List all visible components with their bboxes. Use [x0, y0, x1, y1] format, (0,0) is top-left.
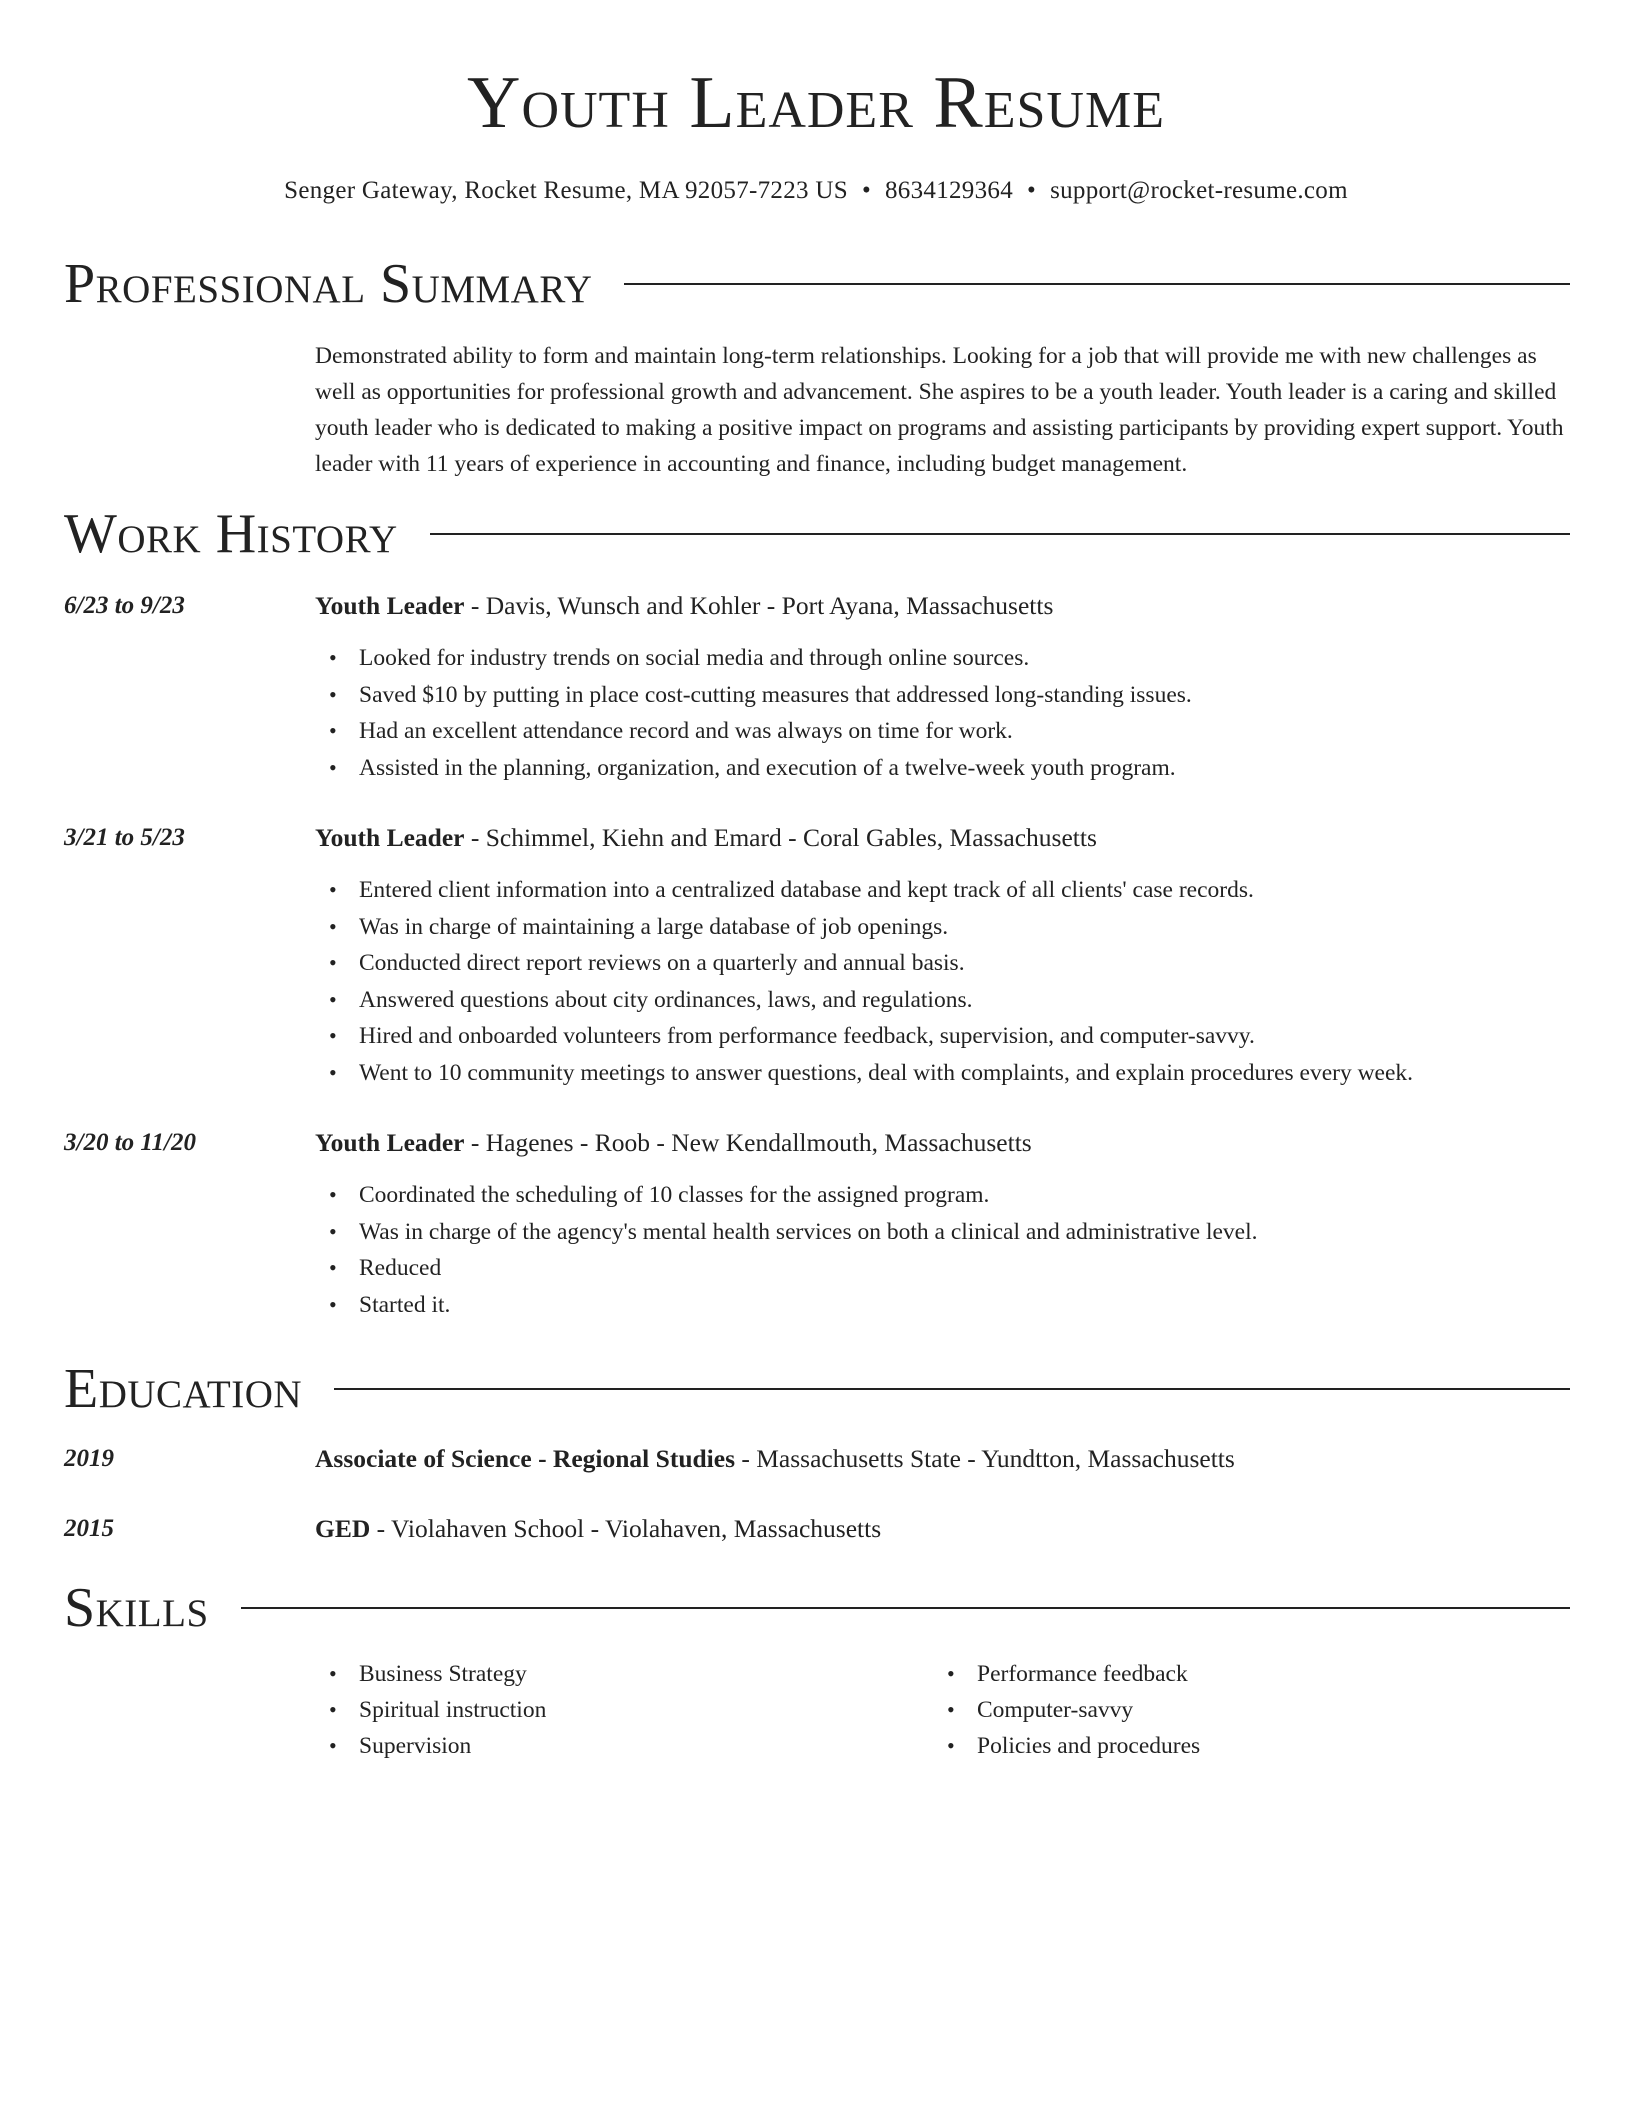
- skills-column-right: [933, 1656, 1551, 1764]
- contact-phone: 8634129364: [885, 177, 1013, 204]
- skill-item: • Policies and procedures: [977, 1728, 1551, 1764]
- work-bullet: • Looked for industry trends on social media and through online sources.: [359, 640, 1192, 677]
- section-divider: [430, 533, 1570, 535]
- contact-separator: •: [1027, 177, 1037, 204]
- section-divider: [624, 283, 1570, 285]
- work-bullet: • Entered client information into a centralized database and kept track of all clients' case records.: [359, 872, 1413, 909]
- resume-title: Youth Leader Resume: [467, 62, 1165, 144]
- school-details: - Violahaven School - Violahaven, Massachusetts: [370, 1514, 882, 1543]
- contact-address: Senger Gateway, Rocket Resume, MA 92057-7223 US: [284, 177, 848, 204]
- education-year: 2019: [64, 1445, 114, 1472]
- work-dates: 6/23 to 9/23: [64, 592, 185, 619]
- work-bullet: • Assisted in the planning, organization, and execution of a twelve-week youth program.: [359, 750, 1192, 787]
- work-dates: 3/20 to 11/20: [64, 1129, 196, 1156]
- job-details: - Davis, Wunsch and Kohler - Port Ayana, Massachusetts: [464, 591, 1054, 620]
- skill-item: • Spiritual instruction: [359, 1692, 933, 1728]
- work-bullet: • Had an excellent attendance record and was always on time for work.: [359, 713, 1192, 750]
- education-title-line: [315, 1441, 1235, 1477]
- work-dates: 3/21 to 5/23: [64, 824, 185, 851]
- section-header-skills: [64, 1576, 1570, 1640]
- work-bullet: • Coordinated the scheduling of 10 classes for the assigned program.: [359, 1177, 1258, 1214]
- skills-column-left: [315, 1656, 933, 1764]
- school-details: - Massachusetts State - Yundtton, Massachusetts: [735, 1444, 1235, 1473]
- section-title-education: Education: [64, 1358, 303, 1420]
- education-title-line: [315, 1511, 881, 1547]
- job-details: - Hagenes - Roob - New Kendallmouth, Massachusetts: [464, 1128, 1032, 1157]
- work-bullet: • Went to 10 community meetings to answer questions, deal with complaints, and explain procedures every week.: [359, 1055, 1413, 1092]
- skill-item: • Performance feedback: [977, 1656, 1551, 1692]
- work-bullet: • Reduced: [359, 1250, 1258, 1287]
- section-title-skills: Skills: [64, 1577, 209, 1639]
- work-bullet: • Conducted direct report reviews on a quarterly and annual basis.: [359, 945, 1413, 982]
- skill-item: • Supervision: [359, 1728, 933, 1764]
- work-bullet: • Was in charge of the agency's mental health services on both a clinical and administrative level.: [359, 1214, 1258, 1251]
- job-title: Youth Leader: [315, 591, 465, 620]
- skills-list: [315, 1656, 1575, 1764]
- work-bullet: • Started it.: [359, 1287, 1258, 1324]
- work-bullets: [315, 1177, 1258, 1323]
- job-title: Youth Leader: [315, 823, 465, 852]
- work-title-line: [315, 820, 1097, 856]
- work-bullets: [315, 872, 1413, 1091]
- section-title-work-history: Work History: [64, 503, 398, 565]
- degree: Associate of Science - Regional Studies: [315, 1444, 736, 1473]
- section-divider: [334, 1388, 1570, 1390]
- work-title-line: [315, 588, 1053, 624]
- contact-email: support@rocket-resume.com: [1050, 177, 1348, 204]
- job-title: Youth Leader: [315, 1128, 465, 1157]
- degree: GED: [315, 1514, 371, 1543]
- work-bullet: • Saved $10 by putting in place cost-cutting measures that addressed long-standing issues.: [359, 677, 1192, 714]
- work-bullets: [315, 640, 1192, 786]
- skill-item: • Business Strategy: [359, 1656, 933, 1692]
- section-header-summary: [64, 252, 1570, 316]
- work-bullet: • Answered questions about city ordinances, laws, and regulations.: [359, 982, 1413, 1019]
- work-bullet: • Was in charge of maintaining a large database of job openings.: [359, 909, 1413, 946]
- section-divider: [241, 1607, 1570, 1609]
- contact-separator: •: [861, 177, 871, 204]
- job-details: - Schimmel, Kiehn and Emard - Coral Gables, Massachusetts: [464, 823, 1097, 852]
- work-title-line: [315, 1125, 1032, 1161]
- section-title-summary: Professional Summary: [64, 253, 593, 315]
- education-year: 2015: [64, 1515, 114, 1542]
- section-header-education: [64, 1357, 1570, 1421]
- work-bullet: • Hired and onboarded volunteers from performance feedback, supervision, and computer-savvy.: [359, 1018, 1413, 1055]
- skill-item: • Computer-savvy: [977, 1692, 1551, 1728]
- contact-line: [0, 176, 1632, 206]
- section-header-work-history: [64, 502, 1570, 566]
- summary-text: Demonstrated ability to form and maintain long-term relationships. Looking for a job that will provide me with new challenges as well as opportunities for professional growth and advancement. She aspires to be a youth leader. Youth leader is a caring and skilled youth leader who is dedicated to making a positive impact on programs and assisting participants by providing expert support. Youth leader with 11 years of experience in accounting and finance, including budget management.: [315, 343, 1564, 477]
